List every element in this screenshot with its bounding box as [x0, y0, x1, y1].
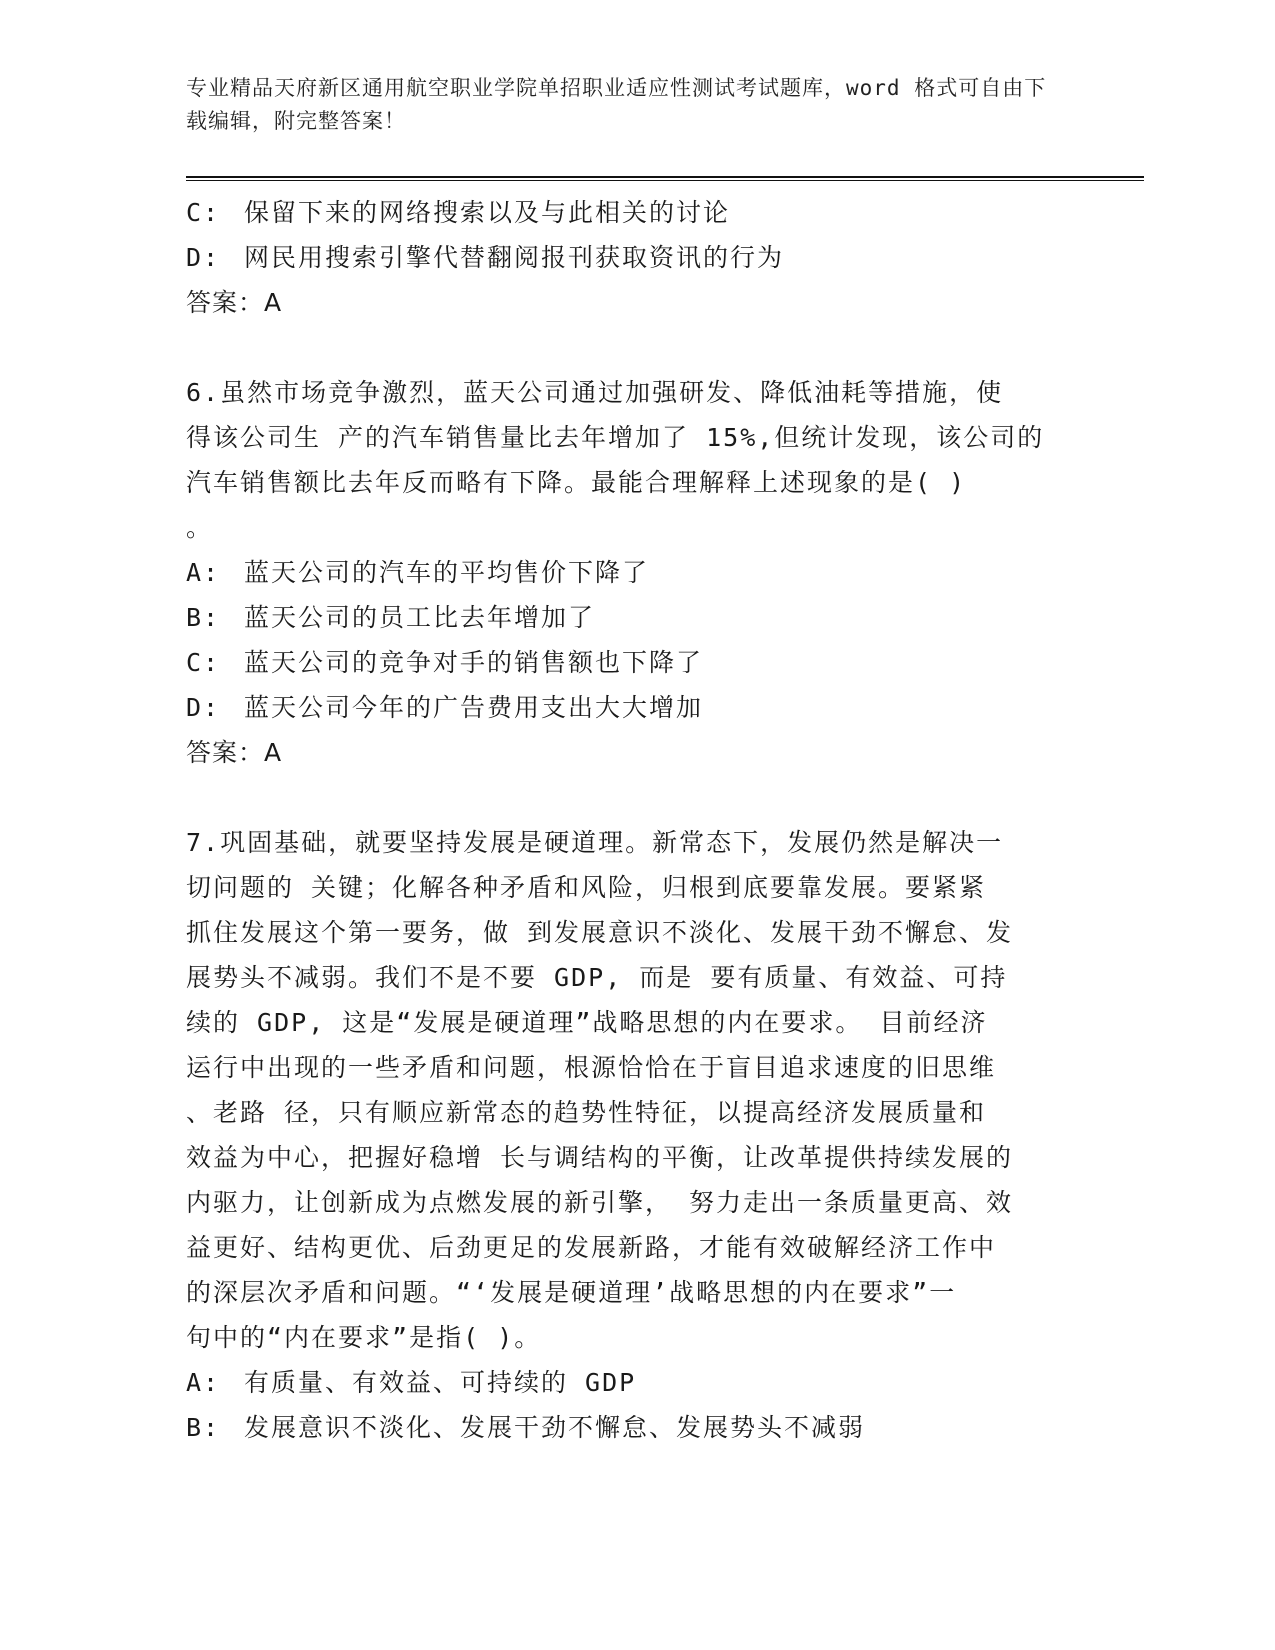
- question-stem-line: 运行中出现的一些矛盾和问题，根源恰恰在于盲目追求速度的旧思维: [186, 1053, 997, 1082]
- option-text: 保留下来的网络搜索以及与此相关的讨论: [244, 198, 731, 227]
- question-stem-line: 7.巩固基础，就要坚持发展是硬道理。新常态下，发展仍然是解决一: [186, 828, 1004, 857]
- question-7: [186, 820, 1076, 1450]
- question-stem-line: 句中的“内在要求”是指( )。: [186, 1323, 542, 1352]
- option-key: A:: [186, 558, 221, 587]
- question-stem-line: 、老路 径，只有顺应新常态的趋势性特征，以提高经济发展质量和: [186, 1098, 987, 1127]
- option-c: [186, 190, 1076, 235]
- option-a: [186, 550, 1076, 595]
- option-c: [186, 640, 1076, 685]
- option-text: 发展意识不淡化、发展干劲不懈怠、发展势头不减弱: [244, 1413, 866, 1442]
- page-header: [186, 72, 1066, 138]
- question-stem-line: 。: [186, 513, 214, 542]
- option-d: [186, 685, 1076, 730]
- option-key: B:: [186, 1413, 221, 1442]
- spacer: [186, 325, 1076, 370]
- question-stem-line: 切问题的 关键；化解各种矛盾和风险，归根到底要靠发展。要紧紧: [186, 873, 987, 902]
- option-text: 有质量、有效益、可持续的 GDP: [244, 1368, 637, 1397]
- option-text: 网民用搜索引擎代替翻阅报刊获取资讯的行为: [244, 243, 785, 272]
- document-body: [186, 190, 1076, 1450]
- option-text: 蓝天公司的竞争对手的销售额也下降了: [244, 648, 704, 677]
- option-key: A:: [186, 1368, 221, 1397]
- option-text: 蓝天公司的汽车的平均售价下降了: [244, 558, 650, 587]
- question-stem-line: 6.虽然市场竞争激烈，蓝天公司通过加强研发、降低油耗等措施，使: [186, 378, 1004, 407]
- question-stem-line: 效益为中心，把握好稳增 长与调结构的平衡，让改革提供持续发展的: [186, 1143, 1014, 1172]
- option-text: 蓝天公司今年的广告费用支出大大增加: [244, 693, 704, 722]
- option-key: C:: [186, 648, 221, 677]
- question-stem-line: 益更好、结构更优、后劲更足的发展新路，才能有效破解经济工作中: [186, 1233, 997, 1262]
- option-key: C:: [186, 198, 221, 227]
- question-stem-line: 汽车销售额比去年反而略有下降。最能合理解释上述现象的是( ): [186, 468, 967, 497]
- question-stem-line: 得该公司生 产的汽车销售量比去年增加了 15%,但统计发现，该公司的: [186, 423, 1045, 452]
- option-key: B:: [186, 603, 221, 632]
- question-stem-line: 续的 GDP, 这是“发展是硬道理”战略思想的内在要求。 目前经济: [186, 1008, 988, 1037]
- question-stem-line: 的深层次矛盾和问题。“‘发展是硬道理’战略思想的内在要求”一: [186, 1278, 957, 1307]
- option-d: [186, 235, 1076, 280]
- answer: 答案：A: [186, 288, 283, 317]
- option-text: 蓝天公司的员工比去年增加了: [244, 603, 596, 632]
- option-b: [186, 1405, 1076, 1450]
- question-stem-line: 抓住发展这个第一要务，做 到发展意识不淡化、发展干劲不懈怠、发: [186, 918, 1014, 947]
- option-a: [186, 1360, 1076, 1405]
- answer: 答案：A: [186, 738, 283, 767]
- option-b: [186, 595, 1076, 640]
- header-divider: [186, 176, 1144, 181]
- question-stem-line: 内驱力，让创新成为点燃发展的新引擎， 努力走出一条质量更高、效: [186, 1188, 1014, 1217]
- option-key: D:: [186, 693, 221, 722]
- spacer: [186, 775, 1076, 820]
- option-key: D:: [186, 243, 221, 272]
- question-stem-line: 展势头不减弱。我们不是不要 GDP, 而是 要有质量、有效益、可持: [186, 963, 1008, 992]
- question-5-tail: [186, 190, 1076, 325]
- header-text: 专业精品天府新区通用航空职业学院单招职业适应性测试考试题库，word 格式可自由下载编辑，附完整答案！: [186, 76, 1047, 133]
- question-6: [186, 370, 1076, 775]
